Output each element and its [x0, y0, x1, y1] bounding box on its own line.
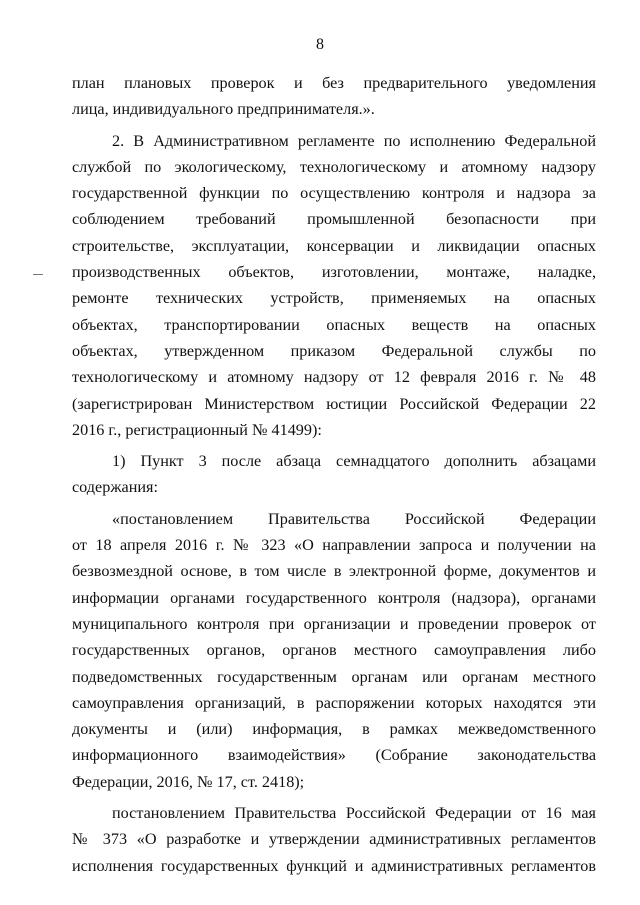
- text-line: «постановлением Правительства Российской Федерации: [112, 509, 596, 528]
- text-line: муниципального контроля при организации и проведении проверок от: [72, 614, 596, 633]
- text-line: документы и (или) информация, в рамках межведомственного: [72, 720, 596, 739]
- text-line: государственных органов, органов местного самоуправления либо: [72, 641, 596, 660]
- text-line: самоуправления организаций, в распоряжении которых находятся эти: [72, 693, 596, 712]
- text-line: 2016 г., регистрационный № 41499):: [72, 420, 322, 439]
- page-number: 8: [316, 36, 324, 53]
- text-line: № 373 «О разработке и утверждении административных регламентов: [72, 830, 596, 849]
- text-line: содержания:: [72, 478, 158, 497]
- text-line: подведомственных государственным органам или органам местного: [72, 667, 596, 686]
- text-line: безвозмездной основе, в том числе в электронной форме, документов и: [72, 562, 596, 581]
- text-line: ремонте технических устройств, применяемых на опасных: [72, 289, 596, 308]
- text-line: производственных объектов, изготовлении, монтаже, наладке,: [72, 263, 596, 282]
- text-line: лица, индивидуального предпринимателя.».: [72, 100, 375, 119]
- text-line: 2. В Административном регламенте по исполнению Федеральной: [112, 131, 596, 150]
- text-line: от 18 апреля 2016 г. № 323 «О направлении запроса и получении на: [72, 536, 596, 555]
- text-line: постановлением Правительства Российской Федерации от 16 мая: [112, 804, 596, 823]
- text-line: информации органами государственного контроля (надзора), органами: [72, 588, 596, 607]
- text-line: объектах, утвержденном приказом Федеральной службы по: [72, 341, 596, 360]
- text-line: объектах, транспортировании опасных веществ на опасных: [72, 315, 596, 334]
- text-line: государственной функции по осуществлению контроля и надзора за: [72, 184, 596, 203]
- text-line: 1) Пункт 3 после абзаца семнадцатого дополнить абзацами: [112, 452, 596, 471]
- text-line: службой по экологическому, технологическому и атомному надзору: [72, 157, 596, 176]
- text-line: исполнения государственных функций и административных регламентов: [72, 856, 596, 875]
- margin-mark: [33, 274, 43, 275]
- text-line: строительстве, эксплуатации, консервации и ликвидации опасных: [72, 236, 596, 255]
- text-line: Федерации, 2016, № 17, ст. 2418);: [72, 772, 305, 791]
- text-line: соблюдением требований промышленной безопасности при: [72, 210, 596, 229]
- text-line: информационного взаимодействия» (Собрание законодательства: [72, 746, 596, 765]
- text-line: план плановых проверок и без предварительного уведомления: [72, 74, 596, 92]
- text-line: (зарегистрирован Министерством юстиции Российской Федерации 22: [72, 394, 596, 413]
- text-line: технологическому и атомному надзору от 12 февраля 2016 г. № 48: [72, 368, 596, 387]
- document-body: [72, 70, 596, 879]
